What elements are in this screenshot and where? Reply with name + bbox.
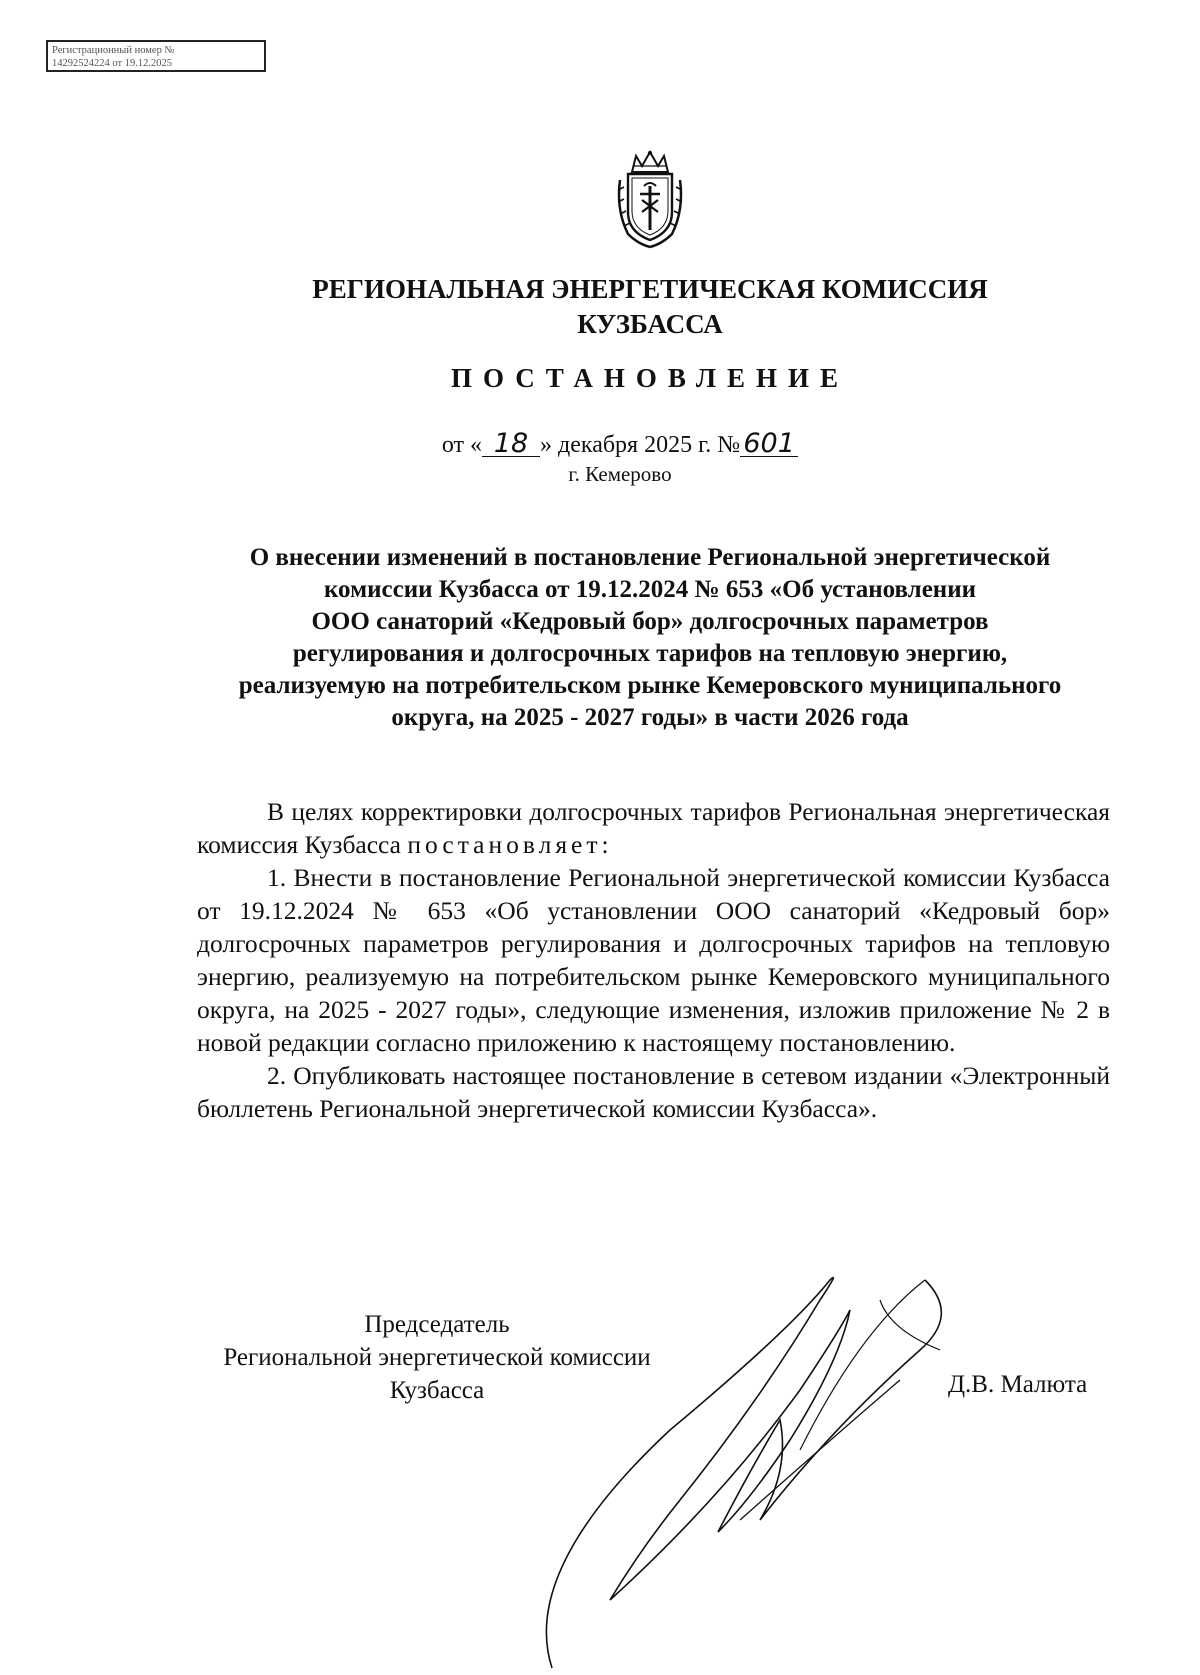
date-number-line [0, 430, 1200, 460]
subject-line: округа, на 2025 - 2027 годы» в части 2026 года [391, 704, 909, 731]
signatory-name: Д.В. Малюта [948, 1371, 1088, 1398]
handwritten-signature [540, 1270, 1000, 1670]
handwritten-day: 18 [482, 432, 540, 457]
decree-word: постановляет: [407, 830, 613, 859]
subject-line: регулирования и долгосрочных тарифов на тепловую энергию, [292, 640, 1008, 667]
date-middle: » декабря 2025 г. № [540, 432, 741, 458]
subject-line: О внесении изменений в постановление Региональной энергетической [249, 544, 1051, 571]
document-body [197, 795, 1110, 1125]
signatory-title-line3: Кузбасса [389, 1377, 485, 1404]
document-type: ПОСТАНОВЛЕНИЕ [450, 363, 850, 393]
signatory-title-line1: Председатель [364, 1311, 510, 1338]
item-1-paragraph: 1. Внести в постановление Региональной энергетической комиссии Кузбасса от 19.12.2024 № 653 «Об установлении ООО санаторий «Кедровый бор» долгосрочных параметров регулирования и долгосрочных тарифов на тепловую энергию, реализуемую на потребительском рынке Кемеровского муниципального округа, на 2025 - 2027 годы», следующие изменения, изложив приложение № 2 в новой редакции согласно приложению к настоящему постановлению. [197, 863, 1110, 1057]
coat-of-arms-icon [612, 150, 688, 250]
registration-stamp [46, 40, 266, 72]
item-2-paragraph: 2. Опубликовать настоящее постановление в сетевом издании «Электронный бюллетень Региональной энергетической комиссии Кузбасса». [197, 1061, 1110, 1123]
date-prefix: от « [441, 432, 483, 458]
organization-title [0, 272, 1200, 342]
subject-line: реализуемую на потребительском рынке Кемеровского муниципального [238, 672, 1062, 699]
preamble-text: В целях корректировки долгосрочных тарифов Региональная энергетическая комиссия Кузбасса [197, 797, 1110, 859]
registration-stamp-line1: Регистрационный номер № [52, 45, 175, 56]
handwritten-number: 601 [740, 432, 798, 457]
registration-stamp-line2: 14292524224 от 19.12.2025 [52, 58, 172, 69]
organization-title-line1: РЕГИОНАЛЬНАЯ ЭНЕРГЕТИЧЕСКАЯ КОМИССИЯ [312, 274, 988, 304]
preamble-paragraph [197, 795, 1110, 861]
subject-line: ООО санаторий «Кедровый бор» долгосрочных параметров [311, 608, 989, 635]
city: г. Кемерово [568, 462, 672, 486]
organization-title-line2: КУЗБАССА [577, 309, 723, 339]
signatory-title-line2: Региональной энергетической комиссии [223, 1344, 651, 1371]
document-subject [0, 542, 1200, 734]
subject-line: комиссии Кузбасса от 19.12.2024 № 653 «Об установлении [323, 576, 977, 603]
